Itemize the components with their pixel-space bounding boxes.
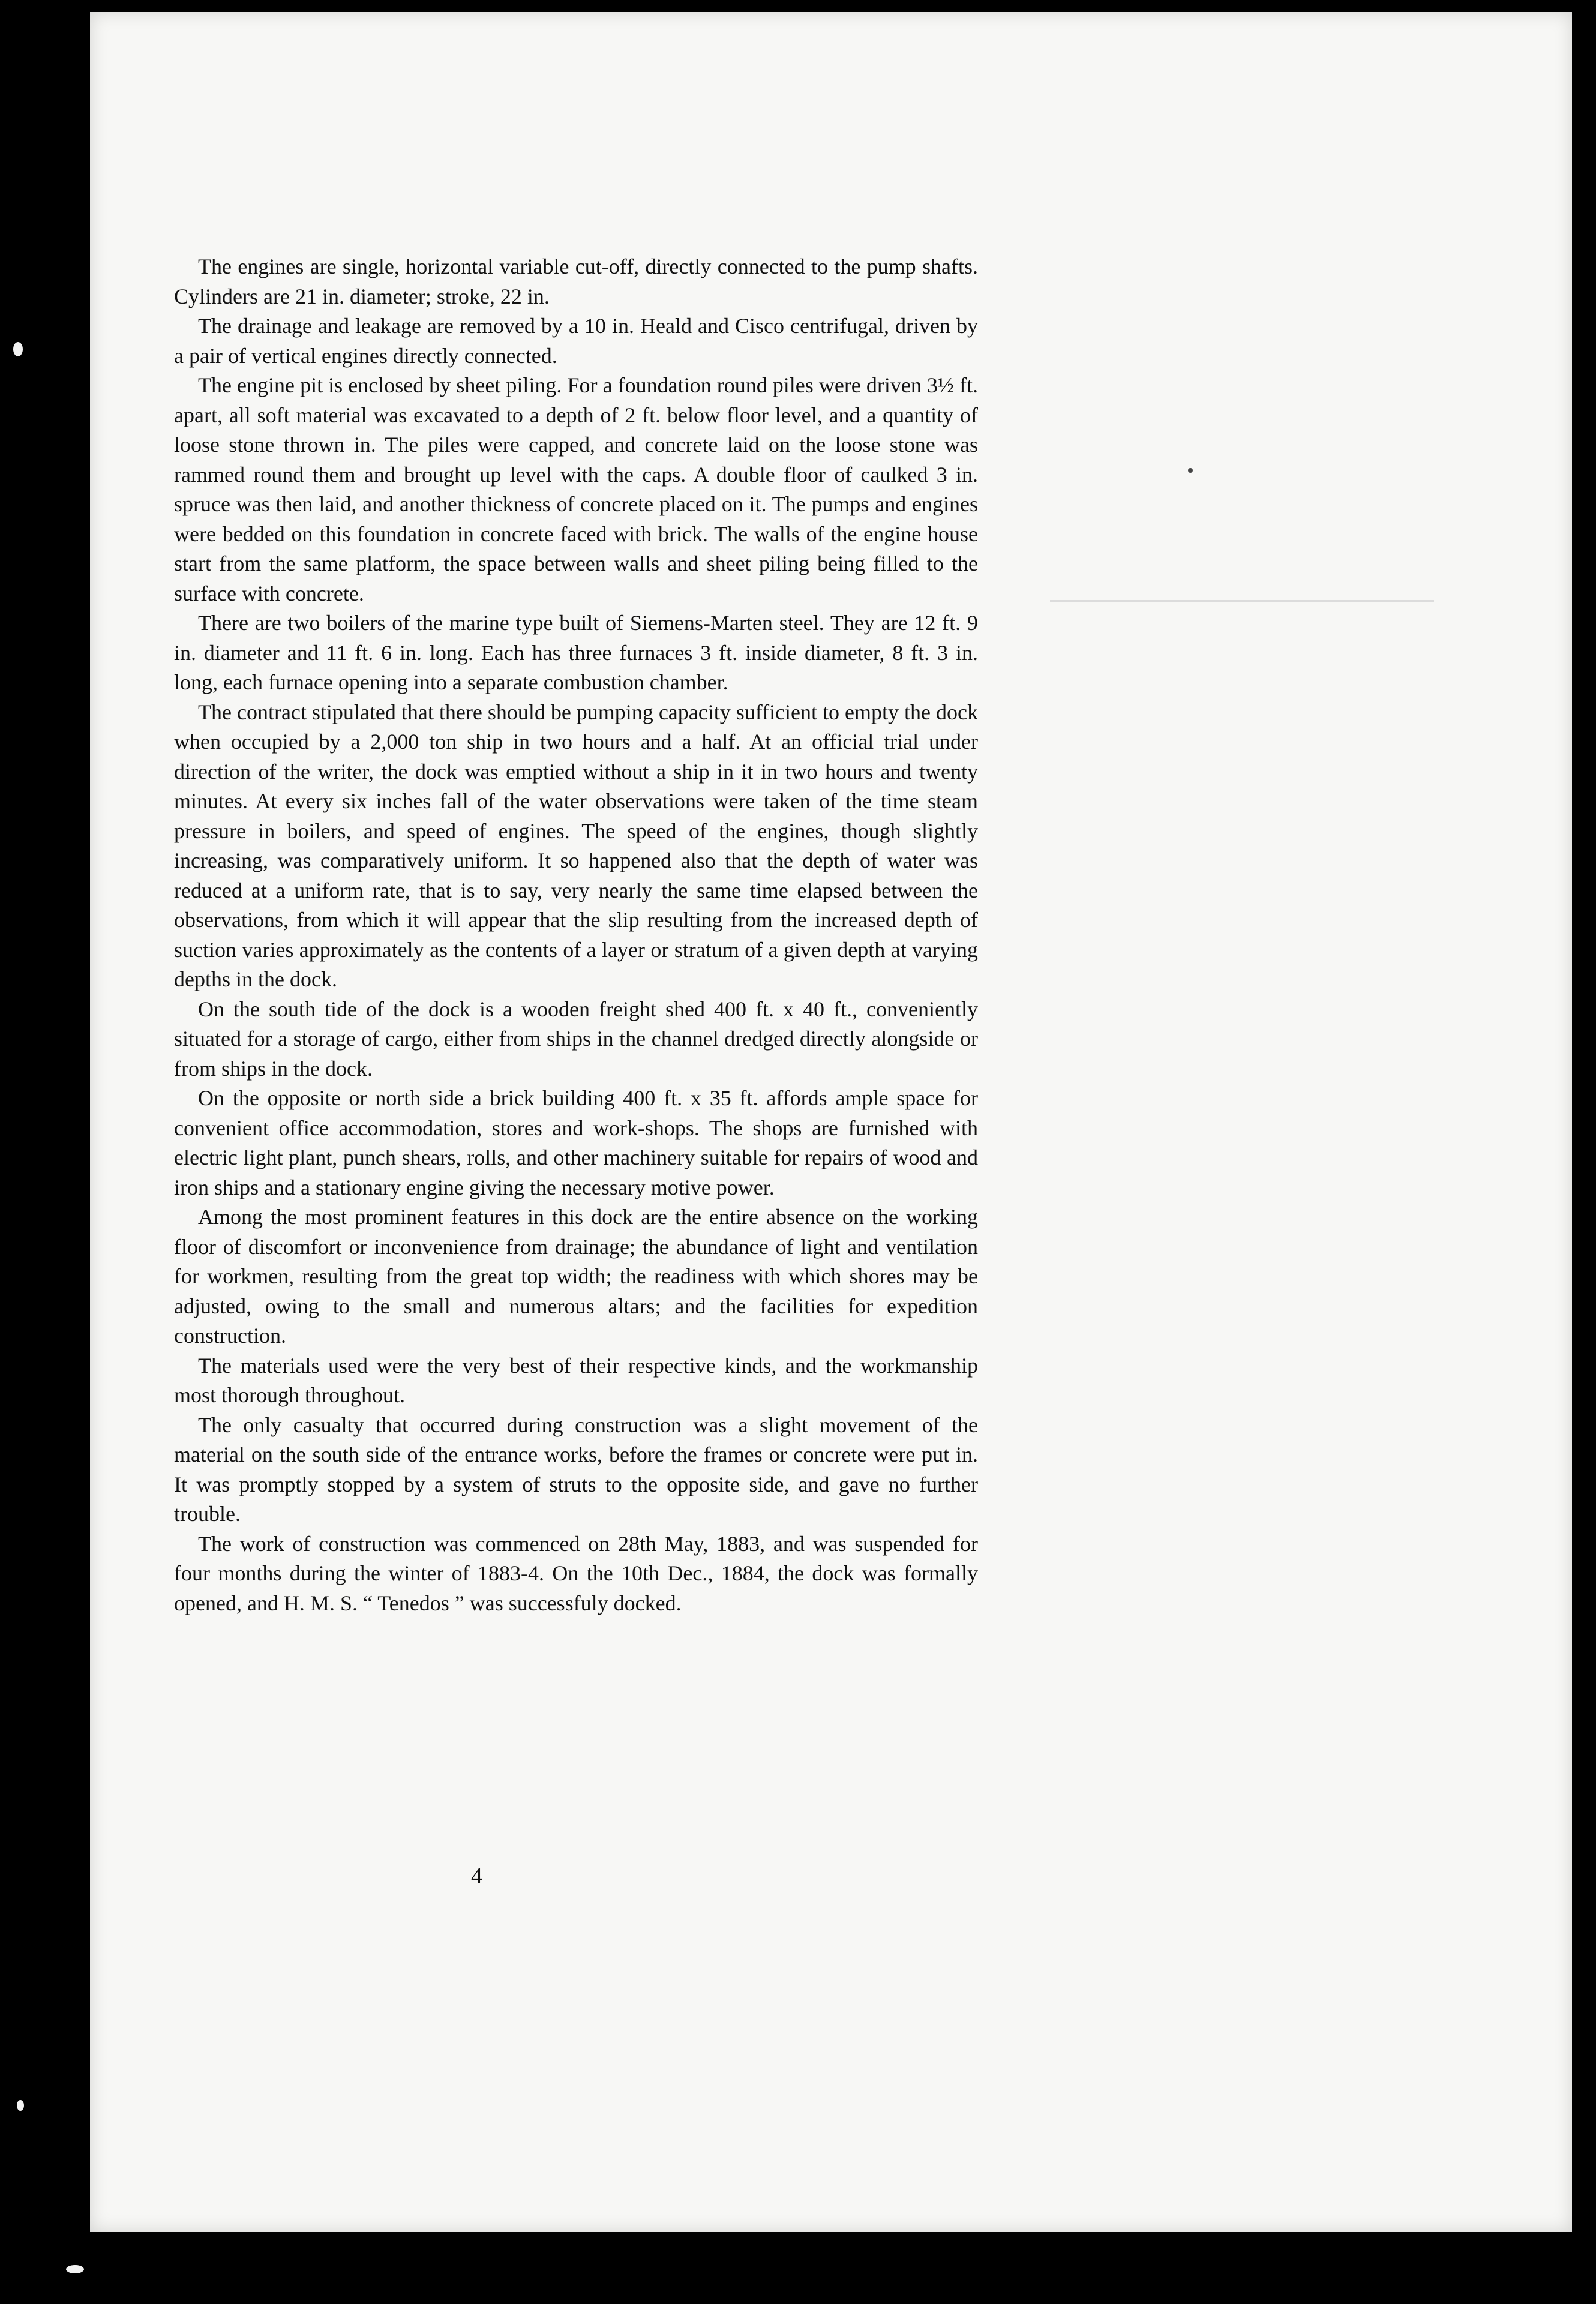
paragraph: There are two boilers of the marine type built of Siemens-Marten steel. They are 12 ft. 9 in. diameter and 11 ft. 6 in. long. Each has three furnaces 3 ft. inside diameter, 8 ft. 3 in. long, each furnace opening into a separate combustion chamber. [174, 611, 978, 694]
edge-speck [13, 342, 23, 356]
paragraph: On the south tide of the dock is a wooden freight shed 400 ft. x 40 ft., conveniently situated for a storage of cargo, either from ships in the channel dredged directly alongside or from ships in the dock. [174, 997, 978, 1081]
paragraph: The engines are single, horizontal variable cut-off, directly connected to the pump shafts. Cylinders are 21 in. diameter; stroke, 22 in. [174, 254, 978, 308]
margin-bleed-line [1050, 600, 1434, 602]
edge-speck [66, 2265, 84, 2273]
body-text [174, 252, 978, 1618]
page-number: 4 [471, 1864, 482, 1889]
paragraph: On the opposite or north side a brick building 400 ft. x 35 ft. affords ample space for convenient office accommodation, stores and work-shops. The shops are furnished with electric light plant, punch shears, rolls, and other machinery suitable for repairs of wood and iron ships and a stationary engine giving the necessary motive power. [174, 1086, 978, 1199]
paragraph: The only casualty that occurred during construction was a slight movement of the material on the south side of the entrance works, before the frames or concrete were put in. It was promptly stopped by a system of struts to the opposite side, and gave no further trouble. [174, 1412, 978, 1526]
paragraph: Among the most prominent features in this dock are the entire absence on the working floor of discomfort or inconvenience from drainage; the abundance of light and ventilation for workmen, resulting from the great top width; the readiness with which shores may be adjusted, owing to the small and numerous altars; and the facilities for expedition construction. [174, 1205, 978, 1348]
paragraph: The materials used were the very best of their respective kinds, and the workmanship most thorough throughout. [174, 1353, 978, 1407]
paper-speck [1188, 468, 1193, 473]
paragraph: The contract stipulated that there should be pumping capacity sufficient to empty the dock when occupied by a 2,000 ton ship in two hours and a half. At an official trial under direction of the writer, the dock was emptied without a ship in it in two hours and twenty minutes. At every six inches fall of the water observations were taken of the time steam pressure in boilers, and speed of engines. The speed of the engines, though slightly increasing, was comparatively uniform. It so happened also that the depth of water was reduced at a uniform rate, that is to say, very nearly the same time elapsed between the observations, from which it will appear that the slip resulting from the increased depth of suction varies approximately as the contents of a layer or stratum of a given depth at varying depths in the dock. [174, 700, 978, 991]
paragraph: The work of construction was commenced on 28th May, 1883, and was suspended for four months during the winter of 1883-4. On the 10th Dec., 1884, the dock was formally opened, and H. M. S. “ Tenedos ” was successfuly docked. [174, 1531, 978, 1615]
edge-speck [17, 2100, 24, 2111]
paragraph: The drainage and leakage are removed by a 10 in. Heald and Cisco centrifugal, driven by a pair of vertical engines directly connected. [174, 314, 978, 368]
paragraph: The engine pit is enclosed by sheet piling. For a foundation round piles were driven 3½ ft. apart, all soft material was excavated to a depth of 2 ft. below floor level, and a quantity of loose stone thrown in. The piles were capped, and concrete laid on the loose stone was rammed round them and brought up level with the caps. A double floor of caulked 3 in. spruce was then laid, and another thickness of concrete placed on it. The pumps and engines were bedded on this foundation in concrete faced with brick. The walls of the engine house start from the same platform, the space between walls and sheet piling being filled to the surface with concrete. [174, 373, 978, 605]
